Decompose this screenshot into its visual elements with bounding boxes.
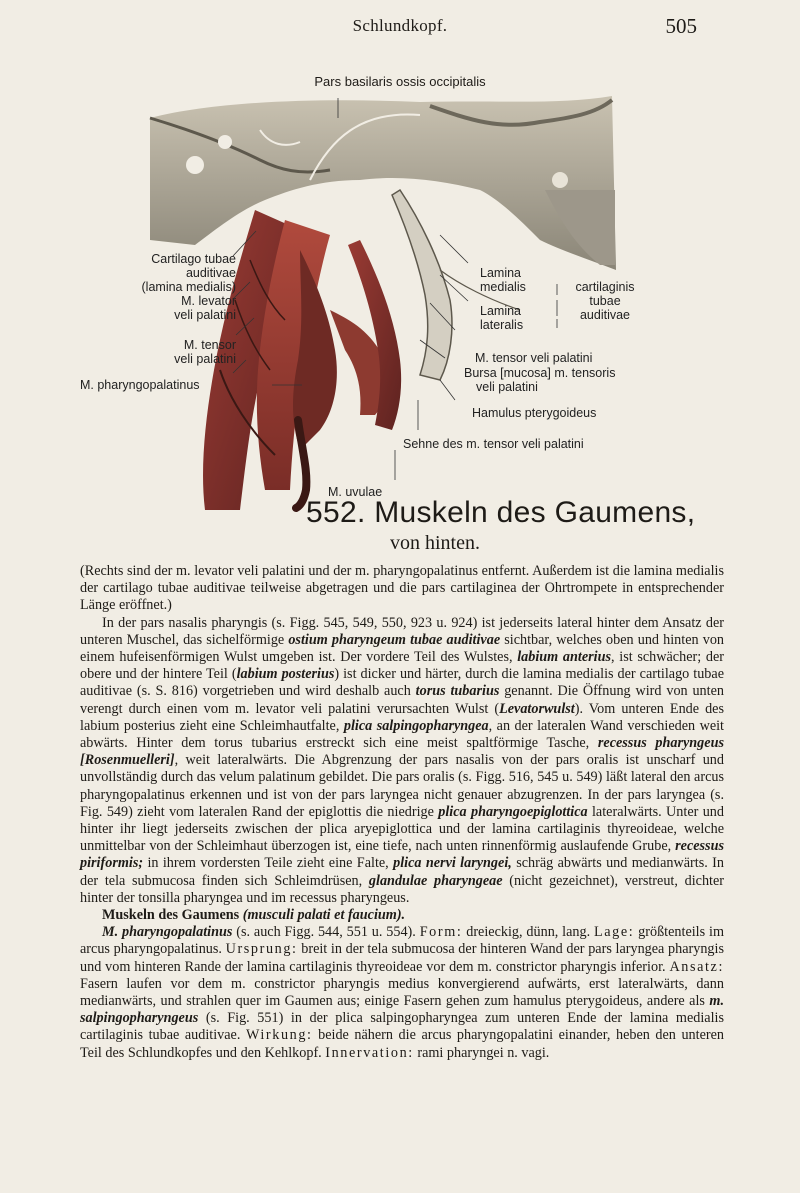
term-plica-pharyngoepiglottica: plica pharyngoepiglottica [438, 803, 588, 820]
label-pharyngopalatinus: M. pharyngopalatinus [80, 378, 200, 392]
text-run: schräg abwärts und medianwärts. In der tela submucosa finden sich Schleimdrüsen, [80, 855, 724, 889]
heading-latin: (musculi palati et faucium). [242, 907, 406, 924]
term-m-pharyngopalatinus: M. pharyngopalatinus [102, 924, 233, 941]
term-labium-posterius: labium posterius [236, 666, 335, 683]
text-run: ) ist dicker und härter, durch die lamina medialis der cartilago tubae auditivae (s. S. 816) vorgetrieben und wird deshalb auch [80, 666, 724, 700]
text-run: , ist schwächer; der obere und der hintere Teil ( [80, 649, 724, 683]
skull-base-bone [150, 96, 616, 270]
label-lamina-medialis-line1: Lamina [480, 266, 521, 280]
text-run: beide nähern die arcus pharyngopalatini einander, heben den unteren Teil des Schlundkopfes und den Kehlkopf. [80, 1027, 724, 1061]
text-run: (nicht gezeichnet), verstreut, dichter hinter der tonsilla pharyngea und im recessus pharyngeus. [80, 872, 725, 906]
term-glandulae-pharyngeae: glandulae pharyngeae [368, 872, 503, 889]
section-heading [80, 907, 724, 924]
keyword-ursprung: Ursprung: [225, 941, 298, 958]
label-sehne: Sehne des m. tensor veli palatini [403, 437, 584, 451]
keyword-lage: Lage: [594, 924, 635, 941]
term-levatorwulst: Levatorwulst [499, 700, 575, 717]
text-run: (s. Fig. 551) in der plica salpingopharyngea zum unteren Ende der lamina medialis cartilaginis tubae auditivae. [80, 1010, 724, 1044]
label-levator [120, 294, 236, 322]
text-run: , an der lateralen Wand verschieden weit abwärts. Hinter dem torus tubarius erstreckt sich eine meist spaltförmige Tasche, [80, 717, 724, 752]
text-run: in ihrem vordersten Teile zieht eine Falte, [143, 855, 394, 872]
label-cartilaginis-tubae [565, 280, 645, 322]
label-bursa-line1: Bursa [mucosa] m. tensoris [464, 366, 616, 380]
label-cartilago-tubae [120, 252, 236, 294]
paragraph-figure-note: (Rechts sind der m. levator veli palatini und der m. pharyngopalatinus entfernt. Außerdem ist die lamina medialis der cartilago tubae auditivae teilweise abgetragen und die pars cartilaginea der Ohrtrompete in entsprechender Länge eröffnet.) [80, 563, 724, 614]
text-run: , weit lateralwärts. Die Abgrenzung der pars nasalis von der pars oralis ist unscharf und unvollständig durch das velum palatinum gebildet. Die pars oralis (s. Figg. 516, 545 u. 549) läßt lateral den arcus pharyngopalatinus erkennen und ist von der pars laryngea nicht genauer abzugrenzen. In der pars laryngea (s. Fig. 549) zieht vom lateralen Rand der epiglottis die niedrige [80, 752, 724, 820]
label-cartilaginis-line3: auditivae [579, 308, 631, 322]
keyword-wirkung: Wirkung: [245, 1027, 313, 1044]
label-bursa [464, 366, 615, 394]
label-lamina-medialis [480, 266, 526, 294]
term-plica-nervi-laryngei: plica nervi laryngei, [393, 855, 512, 872]
text-run: (s. auch Figg. 544, 551 u. 554). [232, 924, 420, 941]
text-run: lateralwärts. Unter und hinter ihr liegt jederseits zwischen der plica aryepiglottica und der lamina cartilaginis thyreoideae, welche unmittelbar von der Schleimhaut überzogen ist, eine tiefe, nach unten rinnenförmig auslaufende Grube, [80, 803, 724, 855]
paragraph-pars-nasalis [80, 615, 724, 907]
term-ostium: ostium pharyngeum tubae auditivae [288, 631, 501, 648]
body-text [80, 563, 724, 1062]
label-bursa-line2: veli palatini [476, 380, 538, 394]
text-run: ). Vom unteren Ende des labium posterius zieht eine Schleimhautfalte, [80, 700, 724, 734]
label-lamina-lateralis-line2: lateralis [480, 318, 524, 332]
term-m-salpingopharyngeus: m. salpingopharyngeus [80, 993, 724, 1027]
label-lamina-lateralis-line1: Lamina [480, 304, 521, 318]
text-run: Fasern laufen vor dem m. constrictor pharyngis medius konvergierend aufwärts, erst lateralwärts, dann medianwärts, und strahlen quer im Gaumen aus; einige Fasern gehen zum hamulus pterygoideus, andere als [80, 975, 724, 1010]
term-torus-tubarius: torus tubarius [415, 683, 500, 700]
running-title: Schlundkopf. [352, 16, 448, 35]
paragraph-pharyngopalatinus [80, 924, 724, 1062]
label-lamina-medialis-line2: medialis [480, 280, 526, 294]
label-cartilago-line2: auditivae [185, 266, 236, 280]
label-uvulae: M. uvulae [328, 485, 383, 499]
keyword-ansatz: Ansatz: [669, 958, 724, 975]
figure-caption: 552. Muskeln des Gaumens, [306, 496, 696, 529]
label-levator-line2: veli palatini [174, 308, 236, 322]
label-tensor-left-line2: veli palatini [174, 352, 236, 366]
text-run: In der pars nasalis pharyngis (s. Figg. 545, 549, 550, 923 u. 924) ist jederseits lateral hinter dem Ansatz der unteren Muschel, das sichelförmige [80, 614, 724, 648]
text-run: breit in der tela submucosa der hinteren Wand der pars laryngea pharyngis und vom hinteren Rande der lamina cartilaginis thyreoideae vor dem m. constrictor pharyngis inferior. [80, 941, 724, 975]
term-recessus-piriformis: recessus piriformis; [80, 838, 724, 872]
label-tensor-left-line1: M. tensor [183, 338, 236, 352]
label-cartilago-line3: (lamina medialis) [141, 280, 236, 294]
label-cartilaginis-line2: tubae [589, 294, 621, 308]
page-number: 505 [665, 14, 697, 38]
label-levator-line1: M. levator [181, 294, 236, 308]
text-run: größtenteils im arcus pharyngopalatinus. [80, 924, 724, 958]
label-hamulus: Hamulus pterygoideus [472, 406, 597, 420]
label-pars-basilaris: Pars basilaris ossis occipitalis [314, 74, 486, 89]
figure-subcaption: von hinten. [390, 532, 480, 554]
label-cartilago-line1: Cartilago tubae [151, 252, 236, 266]
anatomical-figure [0, 70, 800, 520]
text-run: sichtbar, welches oben und hinten von einem hufeisenförmigen Wulst umgeben ist. Der vordere Teil des Wulstes, [80, 631, 725, 666]
keyword-innervation: Innervation: [325, 1044, 414, 1061]
label-cartilaginis-line1: cartilaginis [575, 280, 635, 294]
label-lamina-lateralis [480, 304, 523, 332]
label-tensor-left [120, 338, 236, 366]
term-plica-salpingopharyngea: plica salpingopharyngea [343, 717, 489, 734]
text-run: genannt. Die Öffnung wird von unten verengt durch einen vom m. levator veli palatini verursachten Wulst ( [80, 683, 724, 717]
label-tensor-right: M. tensor veli palatini [475, 351, 593, 365]
text-run: rami pharyngei n. vagi. [413, 1044, 550, 1061]
term-labium-anterius: labium anterius [517, 649, 612, 666]
term-recessus-pharyngeus: recessus pharyngeus [Rosenmuelleri] [80, 735, 724, 769]
keyword-form: Form: [419, 924, 463, 941]
heading-muskeln: Muskeln des Gaumens [102, 907, 243, 924]
text-run: dreieckig, dünn, lang. [462, 924, 595, 941]
